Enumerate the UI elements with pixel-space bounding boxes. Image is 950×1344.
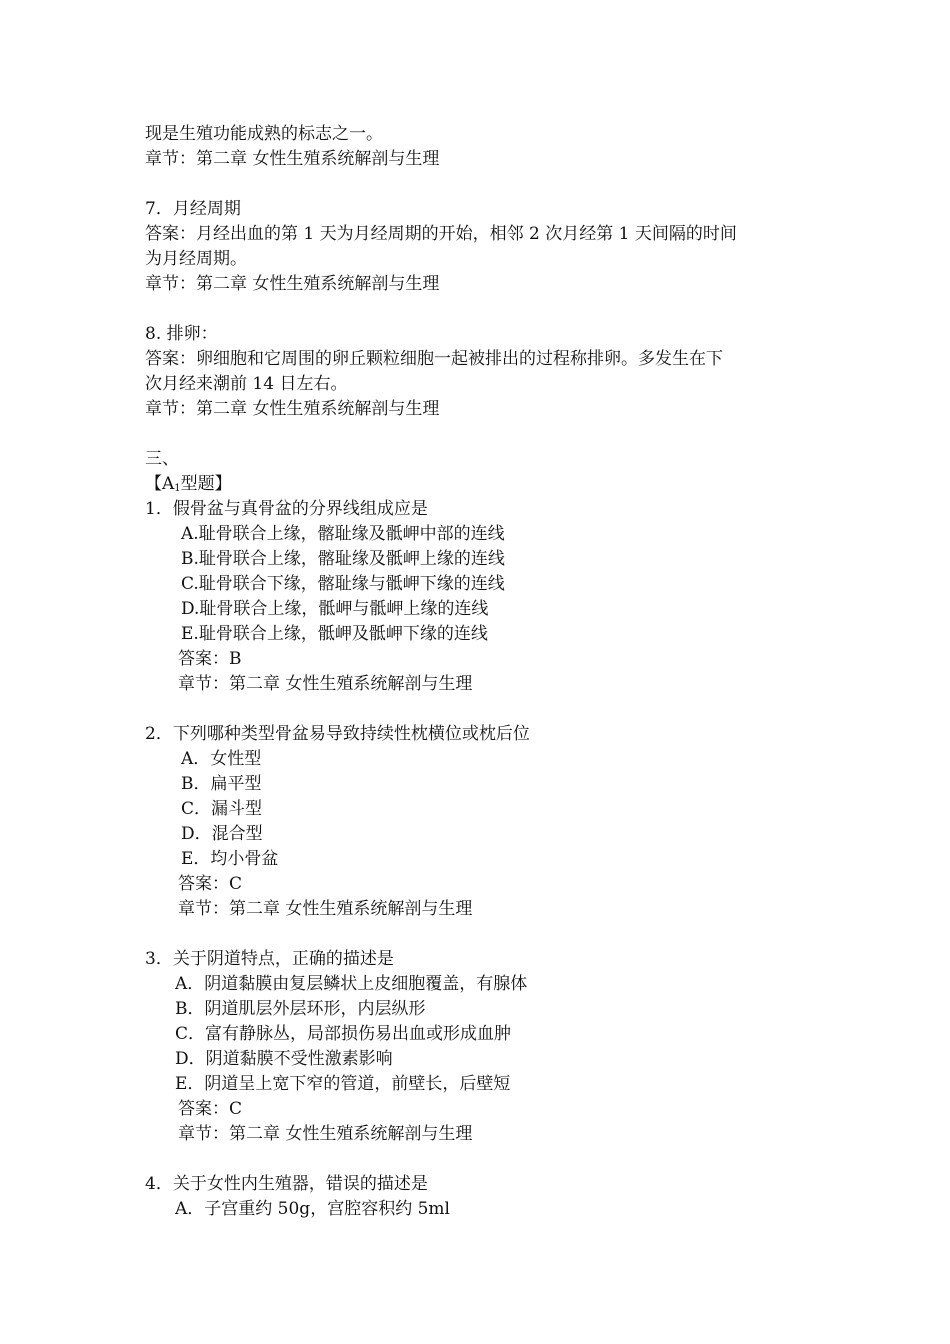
chapter-label: 章节：第二章 女性生殖系统解剖与生理 bbox=[145, 274, 440, 294]
continuation-text: 现是生殖功能成熟的标志之一。 bbox=[145, 124, 383, 144]
answer-option: B．阴道肌层外层环形，内层纵形 bbox=[175, 999, 426, 1019]
question-stem: 2．下列哪种类型骨盆易导致持续性枕横位或枕后位 bbox=[145, 724, 530, 744]
document-page bbox=[145, 122, 825, 1222]
section-heading: 三、 bbox=[145, 449, 179, 469]
chapter-label: 章节：第二章 女性生殖系统解剖与生理 bbox=[178, 674, 473, 694]
chapter-label: 章节：第二章 女性生殖系统解剖与生理 bbox=[178, 899, 473, 919]
answer-option: A.耻骨联合上缘，髂耻缘及骶岬中部的连线 bbox=[181, 524, 505, 544]
chapter-label: 章节：第二章 女性生殖系统解剖与生理 bbox=[145, 149, 440, 169]
definition-block bbox=[145, 322, 825, 422]
answer-option: D.耻骨联合上缘，骶岬与骶岬上缘的连线 bbox=[181, 599, 489, 619]
definition-answer: 答案：卵细胞和它周围的卵丘颗粒细胞一起被排出的过程称排卵。多发生在下 bbox=[145, 349, 723, 369]
answer-option: A．阴道黏膜由复层鳞状上皮细胞覆盖，有腺体 bbox=[175, 974, 528, 994]
answer-option: C.耻骨联合下缘，髂耻缘与骶岬下缘的连线 bbox=[181, 574, 505, 594]
answer-option: B．扁平型 bbox=[181, 774, 262, 794]
chapter-label: 章节：第二章 女性生殖系统解剖与生理 bbox=[145, 399, 440, 419]
question-stem: 3．关于阴道特点，正确的描述是 bbox=[145, 949, 394, 969]
answer-option: A．子宫重约 50g，宫腔容积约 5ml bbox=[175, 1199, 450, 1219]
question-stem: 4．关于女性内生殖器，错误的描述是 bbox=[145, 1174, 428, 1194]
question-answer: 答案：C bbox=[178, 874, 243, 894]
definition-term: 7．月经周期 bbox=[145, 199, 241, 219]
question-block bbox=[145, 947, 825, 1147]
answer-option: C．漏斗型 bbox=[181, 799, 263, 819]
answer-option: C．富有静脉丛，局部损伤易出血或形成血肿 bbox=[175, 1024, 512, 1044]
answer-option: E．均小骨盆 bbox=[181, 849, 279, 869]
question-block bbox=[145, 497, 825, 697]
chapter-label: 章节：第二章 女性生殖系统解剖与生理 bbox=[178, 1124, 473, 1144]
answer-option: B.耻骨联合上缘，髂耻缘及骶岬上缘的连线 bbox=[181, 549, 505, 569]
definition-answer: 为月经周期。 bbox=[145, 249, 247, 269]
question-block bbox=[145, 722, 825, 922]
answer-option: D．混合型 bbox=[181, 824, 263, 844]
question-answer: 答案：B bbox=[178, 649, 242, 669]
definition-term: 8. 排卵： bbox=[145, 324, 218, 344]
answer-option: E．阴道呈上宽下窄的管道，前壁长，后壁短 bbox=[175, 1074, 511, 1094]
answer-option: E.耻骨联合上缘，骶岬及骶岬下缘的连线 bbox=[181, 624, 488, 644]
question-answer: 答案：C bbox=[178, 1099, 243, 1119]
answer-option: A．女性型 bbox=[181, 749, 262, 769]
answer-option: D．阴道黏膜不受性激素影响 bbox=[175, 1049, 393, 1069]
definition-answer: 答案：月经出血的第 1 天为月经周期的开始，相邻 2 次月经第 1 天间隔的时间 bbox=[145, 224, 737, 244]
definition-block bbox=[145, 197, 825, 297]
question-type-heading: 【$A_1$型题】 bbox=[145, 474, 232, 494]
question-block bbox=[145, 1172, 825, 1222]
definition-answer: 次月经来潮前 14 日左右。 bbox=[145, 374, 348, 394]
question-stem: 1．假骨盆与真骨盆的分界线组成应是 bbox=[145, 499, 428, 519]
